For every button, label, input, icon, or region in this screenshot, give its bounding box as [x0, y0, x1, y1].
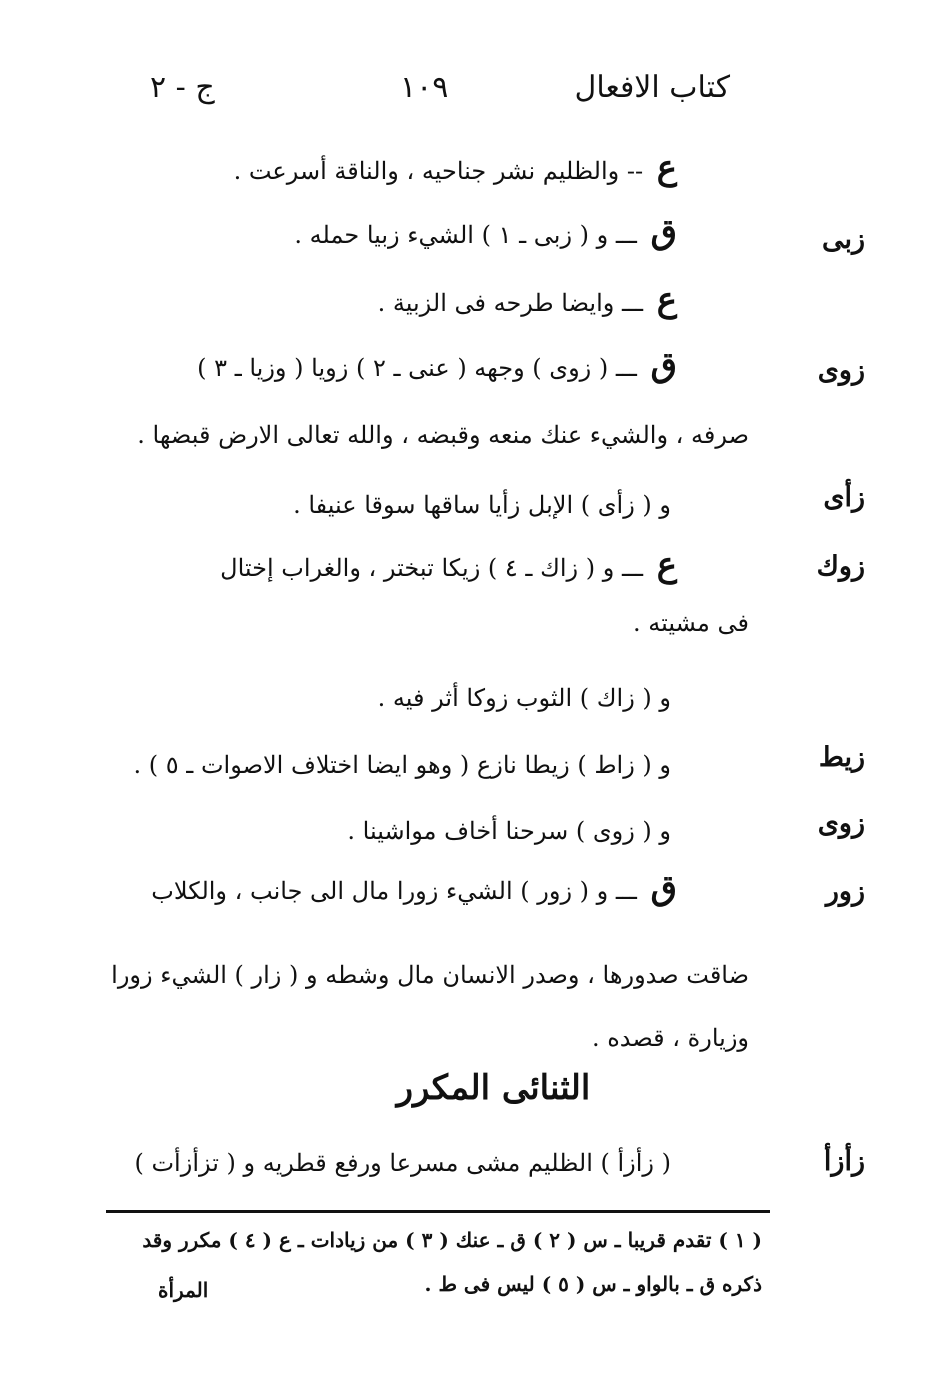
root-word: زبى	[821, 224, 865, 255]
entry-line	[118, 280, 677, 320]
entry-text: و ( زوى ) سرحنا أخاف مواشينا .	[347, 817, 671, 845]
entry-text: ضاقت صدورها ، وصدر الانسان مال وشطه و ( زار ) الشيء زورا	[111, 961, 749, 989]
entry-line	[118, 1015, 755, 1055]
entry-line	[118, 545, 677, 585]
entry-line	[111, 952, 755, 992]
entry-line	[118, 148, 677, 188]
source-marker: ع	[656, 545, 677, 585]
source-marker: ق	[650, 868, 677, 908]
entry-text: فى مشيته .	[633, 609, 749, 637]
source-marker: ع	[656, 148, 677, 188]
root-word: زوى	[817, 355, 865, 386]
entry-text: -- والظليم نشر جناحيه ، والناقة أسرعت .	[233, 157, 644, 185]
root-word: زوى	[817, 808, 865, 839]
entry-line	[118, 1140, 677, 1180]
entry-text: صرفه ، والشيء عنك منعه وقبضه ، والله تعالى الارض قبضها .	[137, 421, 749, 449]
section-heading	[0, 1068, 927, 1108]
entry-text: و ( زاك ) الثوب زوكا أثر فيه .	[377, 684, 671, 712]
root-word: زوك	[816, 551, 865, 582]
source-marker: ق	[650, 345, 677, 385]
entry-line	[118, 808, 677, 848]
footnote-line: ذكره ق ـ بالواو ـ س ( ٥ ) ليس فى ط .	[424, 1272, 762, 1296]
section-heading-text: الثنائى المكرر	[396, 1068, 591, 1108]
entry-line	[118, 345, 677, 385]
entry-text: و ( زاط ) زيطا نازع ( وهو ايضا اختلاف الاصوات ـ ٥ ) .	[133, 751, 671, 779]
root-word: زور	[825, 876, 865, 907]
entry-text: ـــ و ( زبى ـ ١ ) الشيء زبيا حمله .	[294, 221, 637, 249]
entry-text: ـــ وايضا طرحه فى الزبية .	[377, 289, 644, 317]
entry-text: ـــ و ( زاك ـ ٤ ) زيكا تبختر ، والغراب إختال	[220, 554, 644, 582]
entry-text: ـــ ( زوى ) وجهه ( عنى ـ ٢ ) زويا ( وزيا ـ ٣ )	[197, 354, 637, 382]
book-title: كتاب الافعال	[574, 70, 730, 105]
page-number: ١٠٩	[400, 70, 449, 105]
root-word: زأى	[823, 482, 865, 513]
source-marker: ع	[656, 280, 677, 320]
footnote-line: ( ١ ) تقدم قريبا ـ س ( ٢ ) ق ـ عنك ( ٣ ) من زيادات ـ ع ( ٤ ) مكرر وقد	[142, 1228, 762, 1252]
volume-label: ج - ٢	[150, 70, 215, 105]
entry-text: ـــ و ( زور ) الشيء زورا مال الى جانب ، والكلاب	[151, 877, 637, 905]
entry-line	[118, 600, 755, 640]
entry-text: ( زأزأ ) الظليم مشى مسرعا ورفع قطريه و ( تزأزأت )	[134, 1149, 671, 1177]
page-header	[130, 70, 730, 120]
root-word: زيط	[818, 742, 865, 773]
entry-line	[118, 212, 677, 252]
footnote-trailing-word: المرأة	[158, 1278, 209, 1302]
footnote-divider	[106, 1210, 770, 1213]
entry-line	[118, 868, 677, 908]
root-word: زأزأ	[823, 1146, 865, 1177]
source-marker: ق	[650, 212, 677, 252]
entry-line	[118, 482, 677, 522]
entry-text: و ( زأى ) الإبل زأيا ساقها سوقا عنيفا .	[293, 491, 671, 519]
entry-line	[118, 675, 677, 715]
entry-line	[118, 412, 755, 452]
entry-text: وزيارة ، قصده .	[591, 1024, 749, 1052]
entry-line	[118, 742, 677, 782]
